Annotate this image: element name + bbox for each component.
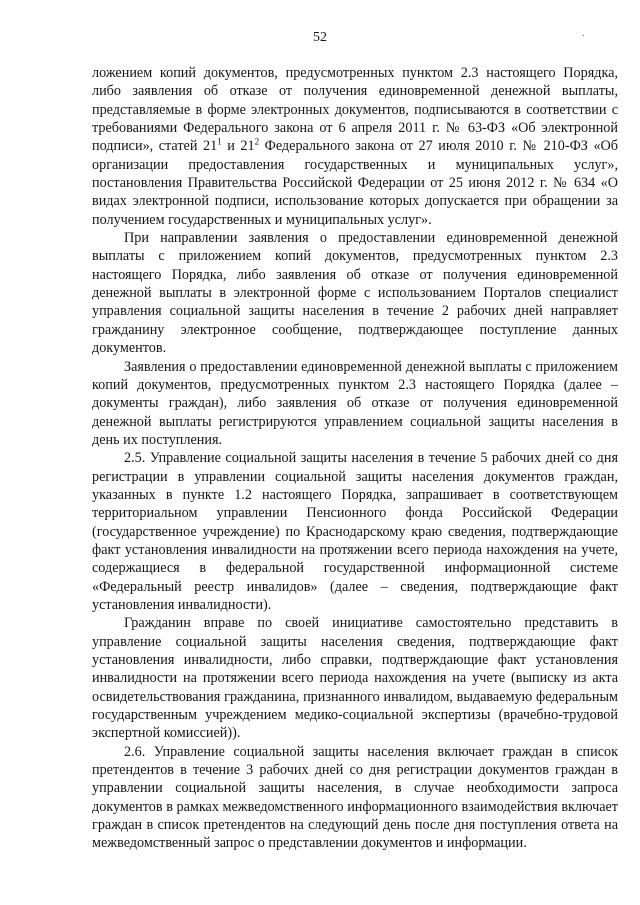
paragraph-1-text-b: и 21 — [221, 138, 255, 155]
page-number: 52 — [313, 30, 327, 45]
paragraph-2: При направлении заявления о предоставлении единовременной денежной выплаты с приложением копий документов, предусмотренных пунктом 2.3 настоящего Порядка, либо заявления об отказе от получения единовременной денежной выплаты в электронной форме с использованием Порталов специалист управления социальной защиты населения в течение 2 рабочих дней направляет гражданину электронное сообщение, подтверждающее поступление данных документов. — [92, 230, 618, 357]
paragraph-1 — [92, 64, 618, 229]
superscript-1: 1 — [217, 136, 222, 147]
paragraph-1-text-c: Федерального закона от 27 июля 2010 г. № 210-ФЗ «Об организации предоставления государственных и муниципальных услуг», постановления Правительства Российской Федерации от 25 июня 2012 г. № 634 «О видах электронной подписи, использование которых допускается при обращении за получением государственных и муниципальных услуг». — [92, 138, 619, 228]
superscript-2: 2 — [254, 136, 260, 147]
paragraph-5: Гражданин вправе по своей инициативе самостоятельно представить в управление социальной защиты населения сведения, подтверждающие факт установления инвалидности, либо справки, подтверждающие факт установления инвалидности на протяжении всего периода нахождения на учете (выписку из акта освидетельствования гражданина, признанного инвалидом, выдаваемую федеральным государственным учреждением медико-социальной экспертизы (врачебно-трудовой экспертной комиссией)). — [92, 615, 618, 742]
paragraph-3: Заявления о предоставлении единовременной денежной выплаты с приложением копий документов, предусмотренных пунктом 2.3 настоящего Порядка (далее – документы граждан), либо заявления об отказе от получения единовременной денежной выплаты регистрируются управлением социальной защиты населения в день их поступления. — [92, 358, 618, 448]
paragraph-6-section-2-6: 2.6. Управление социальной защиты населения включает граждан в список претендентов в течение 3 рабочих дней со дня регистрации документов граждан в управлении социальной защиты населения, в случае необходимости запроса документов в рамках межведомственного информационного взаимодействия включает граждан в список претендентов на следующий день после дня поступления ответа на межведомственный запрос о представлении документов и информации. — [92, 743, 618, 852]
paragraph-1-text-a: ложением копий документов, предусмотренных пунктом 2.3 настоящего Порядка, либо заявления об отказе от получения единовременной денежной выплаты, представляемые в форме электронных документов, подписываются в соответствии с требованиями Федерального закона от 6 апреля 2011 г. № 63-ФЗ «Об электронной подписи», статей 21 — [92, 65, 618, 155]
corner-mark: . — [582, 28, 585, 39]
paragraph-4-section-2-5: 2.5. Управление социальной защиты населения в течение 5 рабочих дней со дня регистрации в управлении социальной защиты населения документов граждан, указанных в пункте 1.2 настоящего Порядка, запрашивает в соответствующем территориальном управлении Пенсионного фонда Российской Федерации (государственное учреждение) по Краснодарскому краю сведения, подтверждающие факт установления инвалидности на протяжении всего периода нахождения на учете, содержащиеся в федеральной государственной информационной системе «Федеральный реестр инвалидов» (далее – сведения, подтверждающие факт установления инвалидности). — [92, 450, 618, 613]
body-text — [92, 64, 618, 853]
